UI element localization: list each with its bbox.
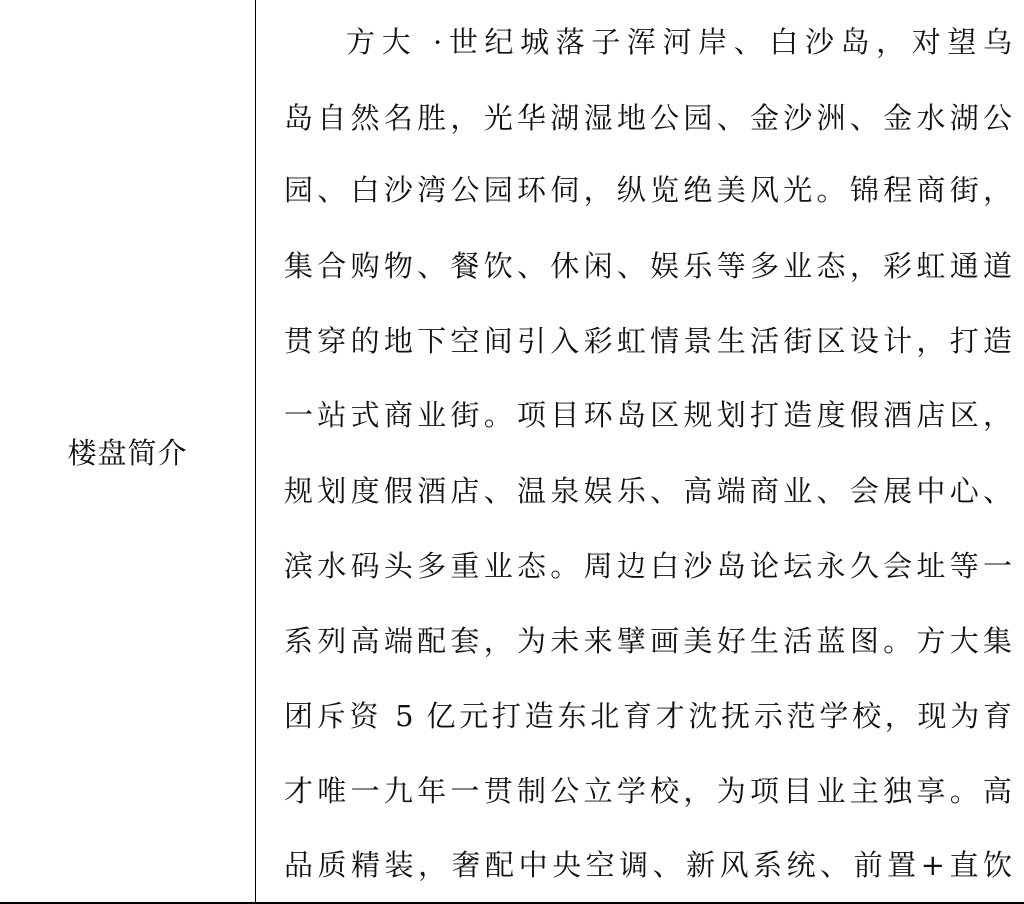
text-line: 集合购物、餐饮、休闲、娱乐等多业态，彩虹通道 <box>284 249 1012 283</box>
label-cell <box>0 0 255 902</box>
text-line: 一站式商业街。项目环岛区规划打造度假酒店区， <box>284 398 1012 432</box>
text-line: 园、白沙湾公园环伺，纵览绝美风光。锦程商街， <box>284 173 1012 207</box>
content-cell <box>256 0 1024 902</box>
text-line: 贯穿的地下空间引入彩虹情景生活街区设计，打造 <box>284 324 1012 358</box>
text-line: 方大 ·世纪城落子浑河岸、白沙岛，对望乌 <box>346 25 1012 59</box>
text-line: 滨水码头多重业态。周边白沙岛论坛永久会址等一 <box>284 549 1012 583</box>
text-line: 才唯一九年一贯制公立学校，为项目业主独享。高 <box>284 774 1012 808</box>
text-line: 规划度假酒店、温泉娱乐、高端商业、会展中心、 <box>284 474 1012 508</box>
text-line: 团斥资 5 亿元打造东北育才沈抚示范学校，现为育 <box>284 699 1012 733</box>
text-line: 岛自然名胜，光华湖湿地公园、金沙洲、金水湖公 <box>284 101 1012 135</box>
row-label: 楼盘简介 <box>67 435 188 470</box>
text-line: 品质精装，奢配中央空调、新风系统、前置+直饮 <box>284 848 1012 882</box>
text-line: 系列高端配套，为未来擘画美好生活蓝图。方大集 <box>284 624 1012 658</box>
